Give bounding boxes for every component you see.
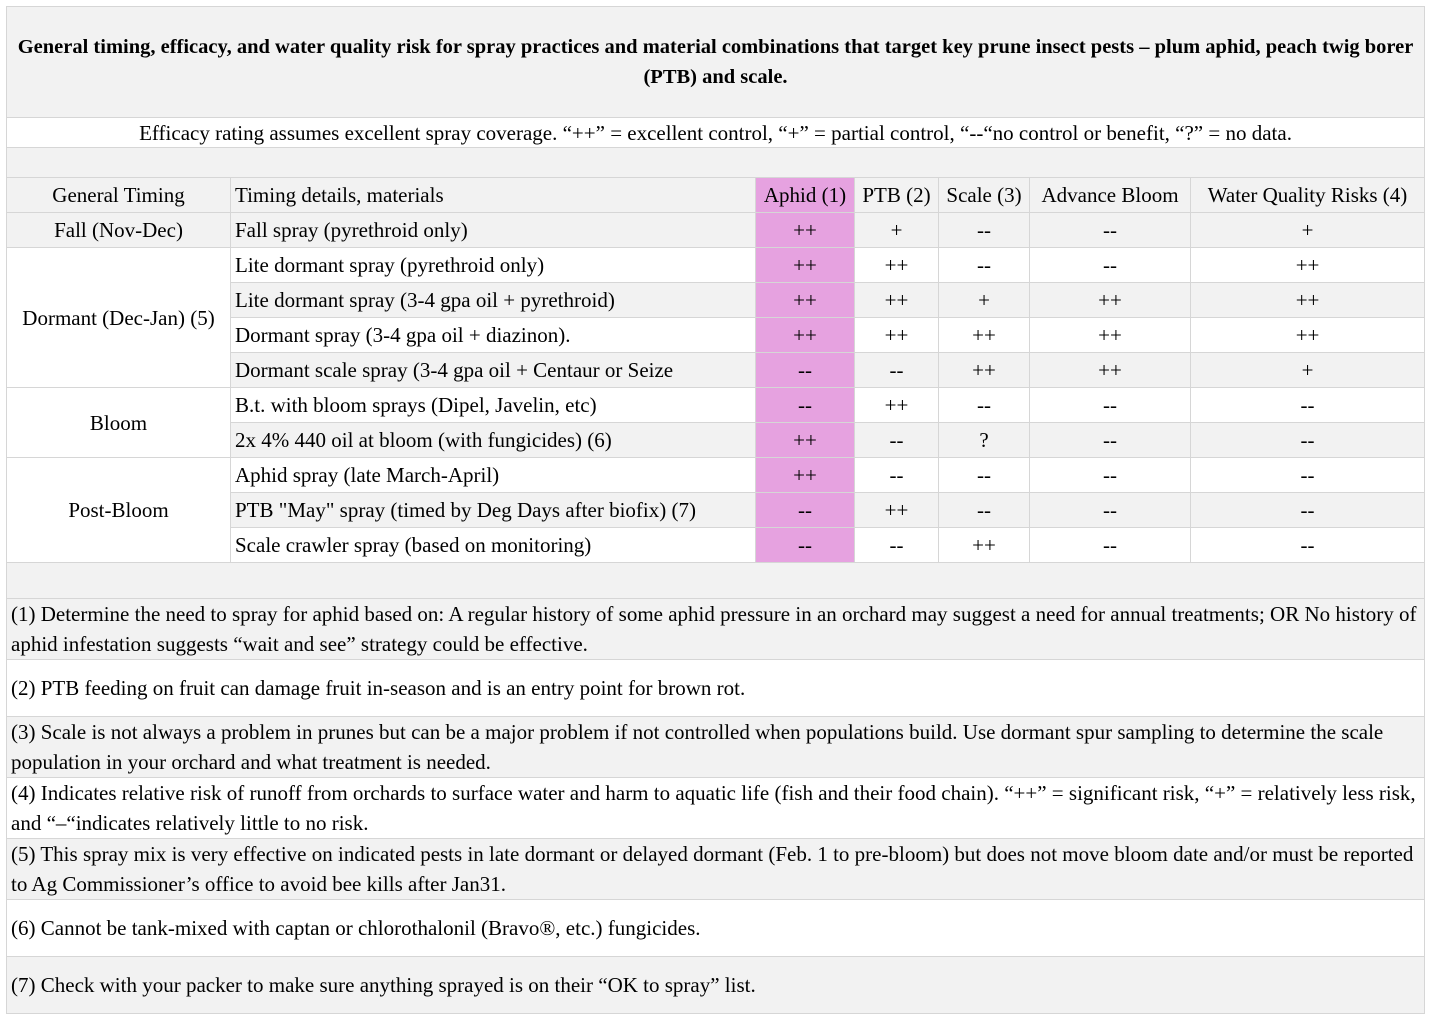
aphid-rating: ++: [756, 458, 855, 493]
ptb-rating: ++: [855, 318, 939, 353]
timing-detail: Aphid spray (late March-April): [231, 458, 756, 493]
footnote-3: (3) Scale is not always a problem in prunes but can be a major problem if not controlled when populations build. Use dormant spur sampling to determine the scale population in your orchard and what treatment is needed.: [7, 717, 1425, 778]
water-quality-rating: --: [1191, 493, 1425, 528]
timing-detail: Fall spray (pyrethroid only): [231, 213, 756, 248]
aphid-rating: --: [756, 528, 855, 563]
footnote-1: (1) Determine the need to spray for aphid based on: A regular history of some aphid pressure in an orchard may suggest a need for annual treatments; OR No history of aphid infestation suggests “wait and see” strategy could be effective.: [7, 599, 1425, 660]
timing-detail: PTB "May" spray (timed by Deg Days after biofix) (7): [231, 493, 756, 528]
aphid-rating: --: [756, 353, 855, 388]
water-quality-rating: ++: [1191, 248, 1425, 283]
aphid-rating: ++: [756, 248, 855, 283]
aphid-rating: ++: [756, 423, 855, 458]
timing-detail: Lite dormant spray (3-4 gpa oil + pyrethroid): [231, 283, 756, 318]
scale-rating: --: [939, 458, 1030, 493]
aphid-rating: ++: [756, 318, 855, 353]
scale-rating: ++: [939, 528, 1030, 563]
footnote-7: (7) Check with your packer to make sure anything sprayed is on their “OK to spray” list.: [7, 957, 1425, 1014]
aphid-rating: ++: [756, 283, 855, 318]
timing-detail: Lite dormant spray (pyrethroid only): [231, 248, 756, 283]
advance-bloom-rating: --: [1030, 388, 1191, 423]
aphid-rating: --: [756, 493, 855, 528]
advance-bloom-rating: --: [1030, 248, 1191, 283]
ptb-rating: --: [855, 353, 939, 388]
water-quality-rating: +: [1191, 213, 1425, 248]
group-timing-bloom: Bloom: [7, 388, 231, 458]
header-row: [7, 178, 1425, 213]
spray-table-container: [6, 6, 1424, 1014]
footnote-4: (4) Indicates relative risk of runoff from orchards to surface water and harm to aquatic life (fish and their food chain). “++” = significant risk, “+” = relatively less risk, and “–“indicates relatively little to no risk.: [7, 778, 1425, 839]
timing-detail: B.t. with bloom sprays (Dipel, Javelin, etc): [231, 388, 756, 423]
water-quality-rating: --: [1191, 423, 1425, 458]
water-quality-rating: ++: [1191, 318, 1425, 353]
ptb-rating: ++: [855, 493, 939, 528]
table-title: General timing, efficacy, and water quality risk for spray practices and material combinations that target key prune insect pests – plum aphid, peach twig borer (PTB) and scale.: [7, 7, 1425, 118]
header-water-quality: Water Quality Risks (4): [1191, 178, 1425, 213]
timing-detail: 2x 4% 440 oil at bloom (with fungicides) (6): [231, 423, 756, 458]
spacer-row: [7, 563, 1425, 599]
scale-rating: ++: [939, 318, 1030, 353]
water-quality-rating: ++: [1191, 283, 1425, 318]
header-aphid: Aphid (1): [756, 178, 855, 213]
aphid-rating: ++: [756, 213, 855, 248]
timing-detail: Dormant scale spray (3-4 gpa oil + Centaur or Seize: [231, 353, 756, 388]
spacer-row: [7, 148, 1425, 178]
scale-rating: --: [939, 388, 1030, 423]
group-timing-dormant: Dormant (Dec-Jan) (5): [7, 248, 231, 388]
group-timing-fall: Fall (Nov-Dec): [7, 213, 231, 248]
scale-rating: --: [939, 248, 1030, 283]
table-row: [7, 388, 1425, 423]
advance-bloom-rating: --: [1030, 458, 1191, 493]
advance-bloom-rating: --: [1030, 423, 1191, 458]
footnote-5: (5) This spray mix is very effective on indicated pests in late dormant or delayed dormant (Feb. 1 to pre-bloom) but does not move bloom date and/or must be reported to Ag Commissioner’s office to avoid bee kills after Jan31.: [7, 839, 1425, 900]
group-timing-post-bloom: Post-Bloom: [7, 458, 231, 563]
scale-rating: ?: [939, 423, 1030, 458]
water-quality-rating: --: [1191, 528, 1425, 563]
advance-bloom-rating: ++: [1030, 318, 1191, 353]
table-row: [7, 458, 1425, 493]
aphid-rating: --: [756, 388, 855, 423]
ptb-rating: --: [855, 423, 939, 458]
header-scale: Scale (3): [939, 178, 1030, 213]
ptb-rating: ++: [855, 283, 939, 318]
header-timing-details: Timing details, materials: [231, 178, 756, 213]
scale-rating: +: [939, 283, 1030, 318]
timing-detail: Dormant spray (3-4 gpa oil + diazinon).: [231, 318, 756, 353]
water-quality-rating: --: [1191, 458, 1425, 493]
ptb-rating: ++: [855, 248, 939, 283]
advance-bloom-rating: --: [1030, 493, 1191, 528]
header-general-timing: General Timing: [7, 178, 231, 213]
water-quality-rating: --: [1191, 388, 1425, 423]
efficacy-note: Efficacy rating assumes excellent spray coverage. “++” = excellent control, “+” = partial control, “--“no control or benefit, “?” = no data.: [7, 118, 1425, 148]
scale-rating: --: [939, 493, 1030, 528]
timing-detail: Scale crawler spray (based on monitoring): [231, 528, 756, 563]
advance-bloom-rating: --: [1030, 528, 1191, 563]
scale-rating: ++: [939, 353, 1030, 388]
spray-practices-table: [6, 6, 1425, 1014]
advance-bloom-rating: ++: [1030, 353, 1191, 388]
table-row: [7, 248, 1425, 283]
table-row: [7, 213, 1425, 248]
water-quality-rating: +: [1191, 353, 1425, 388]
ptb-rating: ++: [855, 388, 939, 423]
footnote-2: (2) PTB feeding on fruit can damage fruit in-season and is an entry point for brown rot.: [7, 660, 1425, 717]
header-ptb: PTB (2): [855, 178, 939, 213]
header-advance-bloom: Advance Bloom: [1030, 178, 1191, 213]
footnote-6: (6) Cannot be tank-mixed with captan or chlorothalonil (Bravo®, etc.) fungicides.: [7, 900, 1425, 957]
scale-rating: --: [939, 213, 1030, 248]
ptb-rating: --: [855, 528, 939, 563]
advance-bloom-rating: --: [1030, 213, 1191, 248]
ptb-rating: +: [855, 213, 939, 248]
ptb-rating: --: [855, 458, 939, 493]
advance-bloom-rating: ++: [1030, 283, 1191, 318]
